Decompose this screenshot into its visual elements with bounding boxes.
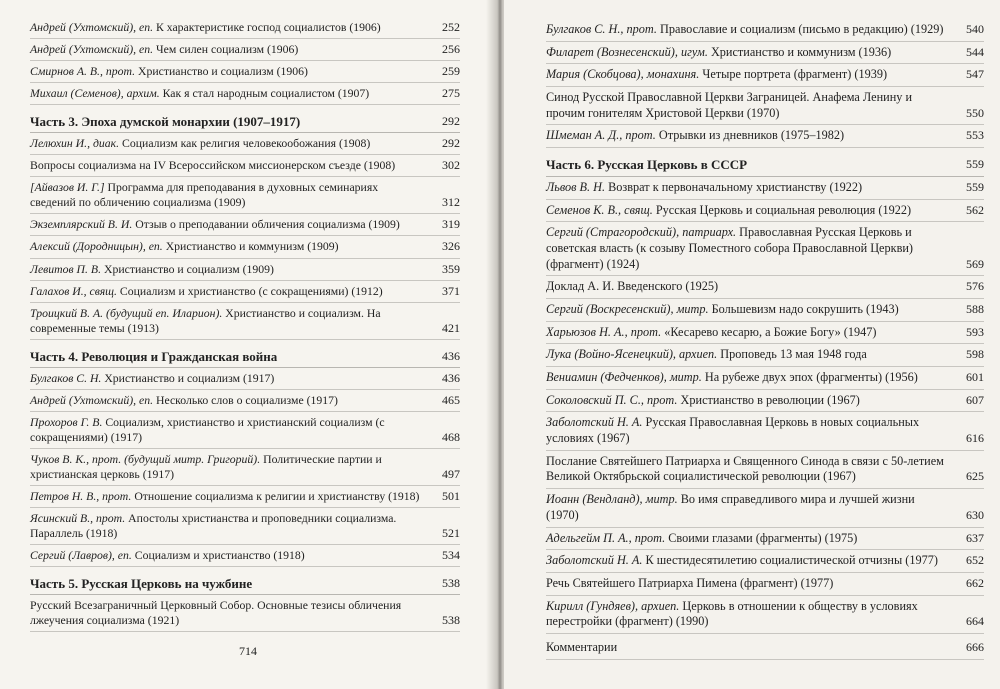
toc-entry-title: Христианство и коммунизм (1936)	[707, 44, 892, 59]
toc-entry-author: Андрей (Ухтомский), еп.	[30, 393, 154, 407]
toc-entry-title: На рубеже двух эпох (фрагменты) (1956)	[701, 370, 918, 384]
toc-entry-title: Чем силен социализм (1906)	[153, 43, 299, 57]
toc-entry	[546, 553, 984, 573]
toc-entry	[30, 548, 460, 567]
toc-entry-author: Алексий (Дородницын), еп.	[30, 240, 163, 254]
toc-entry	[546, 370, 984, 390]
toc-entry	[546, 279, 984, 299]
toc-entry	[30, 136, 460, 155]
toc-page-number: 588	[966, 301, 984, 316]
toc-entry	[30, 393, 460, 412]
toc-entry-author: Булгаков С. Н.	[30, 371, 102, 385]
toc-entry	[30, 158, 460, 177]
toc-page-number: 666	[966, 639, 984, 654]
toc-entry-title: Православие и социализм (письмо в редакцию) (1929)	[656, 22, 944, 36]
toc-right-column	[546, 22, 984, 663]
page-number: 714	[239, 644, 257, 658]
toc-entry-author: Мария (Скобцова), монахиня.	[546, 67, 700, 82]
toc-page-number: 652	[966, 553, 984, 568]
toc-page-number: 559	[966, 157, 984, 172]
toc-page-number: 371	[442, 283, 460, 298]
toc-page-number: 662	[966, 575, 984, 590]
toc-entry-author: Андрей (Ухтомский), еп.	[30, 43, 154, 57]
right-page	[504, 0, 1000, 689]
toc-entry-title: Апостолы христианства и проповедники социализма. Параллель (1918)	[30, 512, 397, 541]
toc-page-number: 569	[966, 256, 984, 271]
toc-page-number: 292	[442, 114, 460, 129]
toc-entry	[546, 599, 984, 634]
toc-entry-author: Соколовский П. С., прот.	[546, 392, 678, 407]
toc-entry-title: Как я стал народным социалистом (1907)	[159, 87, 370, 101]
toc-entry-author: Заболотский Н. А.	[546, 415, 643, 430]
toc-entry	[546, 67, 984, 87]
toc-entry-title: Социализм и христианство (1918)	[131, 549, 305, 563]
toc-entry-title: Большевизм надо сокрушить (1943)	[708, 301, 899, 316]
toc-entry-author: Львов В. Н.	[546, 179, 606, 194]
toc-part-title: Часть 3. Эпоха думской монархии (1907–1917)	[30, 114, 301, 130]
toc-entry-title: Социализм как религия человекообожания (1908)	[119, 137, 371, 151]
toc-entry-author: Михаил (Семенов), архим.	[30, 87, 160, 101]
toc-entry-title: Церковь в отношении к обществу в условиях перестройки (фрагмент) (1990)	[546, 598, 918, 629]
toc-page-number: 421	[442, 320, 460, 335]
toc-entry	[546, 576, 984, 596]
toc-entry-author: Шмеман А. Д., прот.	[546, 128, 656, 143]
left-page	[0, 0, 496, 689]
toc-entry-title: Социализм и христианство (с сокращениями) (1912)	[116, 284, 383, 298]
toc-entry-author: Вениамин (Федченков), митр.	[546, 370, 702, 384]
toc-entry	[546, 347, 984, 367]
toc-entry	[546, 128, 984, 148]
toc-page-number: 540	[966, 22, 984, 36]
toc-entry	[30, 306, 460, 340]
toc-entry	[546, 302, 984, 322]
toc-page-number: 359	[442, 261, 460, 276]
toc-entry-author: Кирилл (Гундяев), архиеп.	[546, 598, 680, 613]
toc-page-number: 538	[442, 613, 460, 628]
toc-page-number: 625	[966, 469, 984, 484]
toc-entry	[30, 598, 460, 632]
toc-page-number: 598	[966, 347, 984, 362]
toc-entry-author: Лука (Войно-Ясенецкий), архиеп.	[546, 347, 718, 362]
toc-entry-author: Чуков В. К., прот. (будущий митр. Григорий).	[30, 452, 261, 466]
toc-entry-author: Галахов И., свящ.	[30, 284, 117, 298]
toc-page-number: 547	[966, 67, 984, 82]
toc-entry	[546, 492, 984, 527]
toc-page-number: 550	[966, 105, 984, 120]
toc-entry-title: Своими глазами (фрагменты) (1975)	[665, 530, 858, 545]
toc-entry-title: Несколько слов о социализме (1917)	[153, 393, 338, 407]
toc-page-number: 664	[966, 614, 984, 629]
toc-part-heading	[30, 570, 460, 595]
toc-entry	[30, 180, 460, 214]
toc-entry-title: Синод Русской Православной Церкви Заграницей. Анафема Ленину и прочим гонителям Христовой Церкви (1970)	[546, 90, 913, 120]
toc-entry-title: Отношение социализма к религии и христианству (1918)	[131, 490, 420, 504]
toc-page-number: 436	[442, 348, 460, 363]
toc-entry-title: Социализм, христианство и христианский социализм (с сокращениями) (1917)	[30, 415, 385, 444]
toc-entry	[30, 489, 460, 508]
toc-page-number: 616	[966, 431, 984, 446]
toc-part-heading	[30, 343, 460, 368]
toc-entry	[546, 393, 984, 413]
toc-entry-title: Христианство и социализм (1917)	[101, 371, 275, 385]
toc-entry-title: Русская Православная Церковь в новых социальных условиях (1967)	[546, 415, 920, 446]
toc-entry-title: Христианство и коммунизм (1909)	[162, 240, 339, 254]
toc-entry	[30, 20, 460, 39]
toc-entry	[30, 452, 460, 486]
toc-entry-title: Четыре портрета (фрагмент) (1939)	[699, 67, 888, 82]
toc-entry	[546, 640, 984, 660]
toc-entry	[30, 371, 460, 390]
toc-page-number: 637	[966, 530, 984, 545]
toc-entry-title: Программа для преподавания в духовных семинариях сведений по обличению социализма (1909)	[30, 181, 379, 210]
toc-entry-author: Адельгейм П. А., прот.	[546, 530, 666, 545]
toc-page-number: 538	[442, 576, 460, 591]
toc-page-number: 607	[966, 392, 984, 407]
toc-part-title: Часть 6. Русская Церковь в СССР	[546, 157, 748, 173]
toc-entry	[30, 511, 460, 545]
toc-part-heading	[30, 108, 460, 133]
toc-entry-author: Сергий (Страгородский), патриарх.	[546, 225, 737, 240]
toc-entry-title: Во имя справедливого мира и лучшей жизни (1970)	[546, 492, 915, 522]
toc-entry-title: Отрывки из дневников (1975–1982)	[655, 128, 845, 143]
toc-page-number: 534	[442, 548, 460, 563]
toc-entry-title: Христианство и социализм (1906)	[135, 65, 308, 79]
toc-page-number: 501	[442, 489, 460, 504]
toc-entry-title: Христианство в революции (1967)	[677, 392, 860, 407]
toc-entry	[30, 217, 460, 236]
toc-entry	[546, 454, 984, 489]
toc-page-number: 521	[442, 526, 460, 541]
toc-entry	[546, 225, 984, 276]
toc-page-number: 436	[442, 370, 460, 385]
toc-page-number: 553	[966, 128, 984, 143]
toc-entry-title: Политические партии и христианская церковь (1917)	[30, 452, 382, 481]
toc-entry-author: Экземплярский В. И.	[30, 218, 133, 232]
toc-entry	[30, 239, 460, 258]
toc-entry-title: Христианство и социализм (1909)	[101, 262, 274, 276]
toc-entry-title: «Кесарево кесарю, а Божие Богу» (1947)	[661, 324, 877, 339]
toc-page-number: 326	[442, 239, 460, 254]
toc-entry-author: Филарет (Вознесенский), игум.	[546, 44, 708, 59]
toc-entry-author: Лелюхин И., диак.	[30, 137, 120, 151]
toc-entry-author: Иоанн (Вендланд), митр.	[546, 492, 678, 507]
toc-entry-title: Русский Всезаграничный Церковный Собор. Основные тезисы обличения лжеучения социализма (1921)	[30, 599, 402, 628]
toc-entry	[546, 415, 984, 450]
toc-entry	[546, 531, 984, 551]
toc-entry-title: Христианство и социализм. На современные темы (1913)	[30, 306, 381, 335]
toc-part-title: Часть 4. Революция и Гражданская война	[30, 348, 278, 364]
toc-page-number: 275	[442, 86, 460, 101]
toc-entry-title: Русская Церковь и социальная революция (1922)	[652, 202, 912, 217]
toc-part-heading	[546, 151, 984, 177]
toc-page-number: 562	[966, 202, 984, 217]
toc-page-number: 497	[442, 466, 460, 481]
toc-entry-author: Заболотский Н. А.	[546, 553, 643, 568]
toc-entry-author: Ясинский В., прот.	[30, 512, 126, 526]
toc-entry-title: Речь Святейшего Патриарха Пимена (фрагмент) (1977)	[546, 575, 834, 590]
toc-entry	[546, 90, 984, 125]
toc-entry-author: Харьюзов Н. А., прот.	[546, 324, 662, 339]
toc-entry-author: Сергий (Воскресенский), митр.	[546, 301, 709, 316]
toc-entry	[546, 22, 984, 42]
toc-page-number: 302	[442, 158, 460, 173]
toc-entry	[30, 86, 460, 105]
toc-entry-title: Вопросы социализма на IV Всероссийском миссионерском съезде (1908)	[30, 159, 396, 173]
toc-entry	[30, 284, 460, 303]
toc-page-number: 312	[442, 195, 460, 210]
toc-page-number: 544	[966, 44, 984, 59]
toc-entry	[546, 203, 984, 223]
toc-entry	[546, 45, 984, 65]
toc-left-column	[30, 20, 460, 635]
toc-part-title: Часть 5. Русская Церковь на чужбине	[30, 576, 253, 592]
toc-entry-title: Доклад А. И. Введенского (1925)	[546, 279, 719, 294]
toc-page-number: 259	[442, 64, 460, 79]
toc-entry-title: К шестидесятилетию социалистической отчизны (1977)	[642, 553, 938, 568]
toc-page-number: 465	[442, 392, 460, 407]
toc-entry	[30, 415, 460, 449]
toc-entry	[30, 64, 460, 83]
toc-page-number: 468	[442, 429, 460, 444]
toc-entry-author: Смирнов А. В., прот.	[30, 65, 136, 79]
toc-entry-author: Андрей (Ухтомский), еп.	[30, 21, 154, 34]
toc-entry-author: Булгаков С. Н., прот.	[546, 22, 657, 36]
toc-page-number: 576	[966, 279, 984, 294]
toc-entry-author: Петров Н. В., прот.	[30, 490, 132, 504]
toc-entry-title: Комментарии	[546, 639, 618, 654]
toc-entry-author: [Айвазов И. Г.]	[30, 181, 105, 195]
toc-page-number: 630	[966, 507, 984, 522]
toc-entry	[546, 325, 984, 345]
toc-entry-author: Сергий (Лавров), еп.	[30, 549, 132, 563]
toc-page-number: 601	[966, 370, 984, 384]
toc-entry-title: Отзыв о преподавании обличения социализма (1909)	[132, 218, 400, 232]
toc-page-number: 593	[966, 324, 984, 339]
toc-entry-author: Левитов П. В.	[30, 262, 102, 276]
toc-entry-author: Троицкий В. А. (будущий еп. Иларион).	[30, 306, 223, 320]
toc-entry-title: К характеристике господ социалистов (1906)	[153, 21, 381, 34]
toc-entry	[30, 262, 460, 281]
toc-entry	[546, 180, 984, 200]
toc-entry-author: Семенов К. В., свящ.	[546, 202, 653, 217]
toc-entry-title: Послание Святейшего Патриарха и Священного Синода в связи с 50-летием Великой Октябрьской социалистической революции (1967)	[546, 453, 944, 484]
toc-page-number: 559	[966, 179, 984, 194]
toc-page-number: 252	[442, 20, 460, 34]
toc-entry-title: Православная Русская Церковь и советская власть (к созыву Поместного собора Православной Церкви) (фрагмент) (1924)	[546, 225, 913, 271]
toc-page-number: 292	[442, 136, 460, 151]
toc-page-number: 319	[442, 217, 460, 232]
toc-entry-title: Проповедь 13 мая 1948 года	[717, 347, 867, 362]
toc-page-number: 256	[442, 42, 460, 57]
toc-entry-author: Прохоров Г. В.	[30, 415, 103, 429]
toc-entry-title: Возврат к первоначальному христианству (1922)	[605, 179, 863, 194]
toc-entry	[30, 42, 460, 61]
